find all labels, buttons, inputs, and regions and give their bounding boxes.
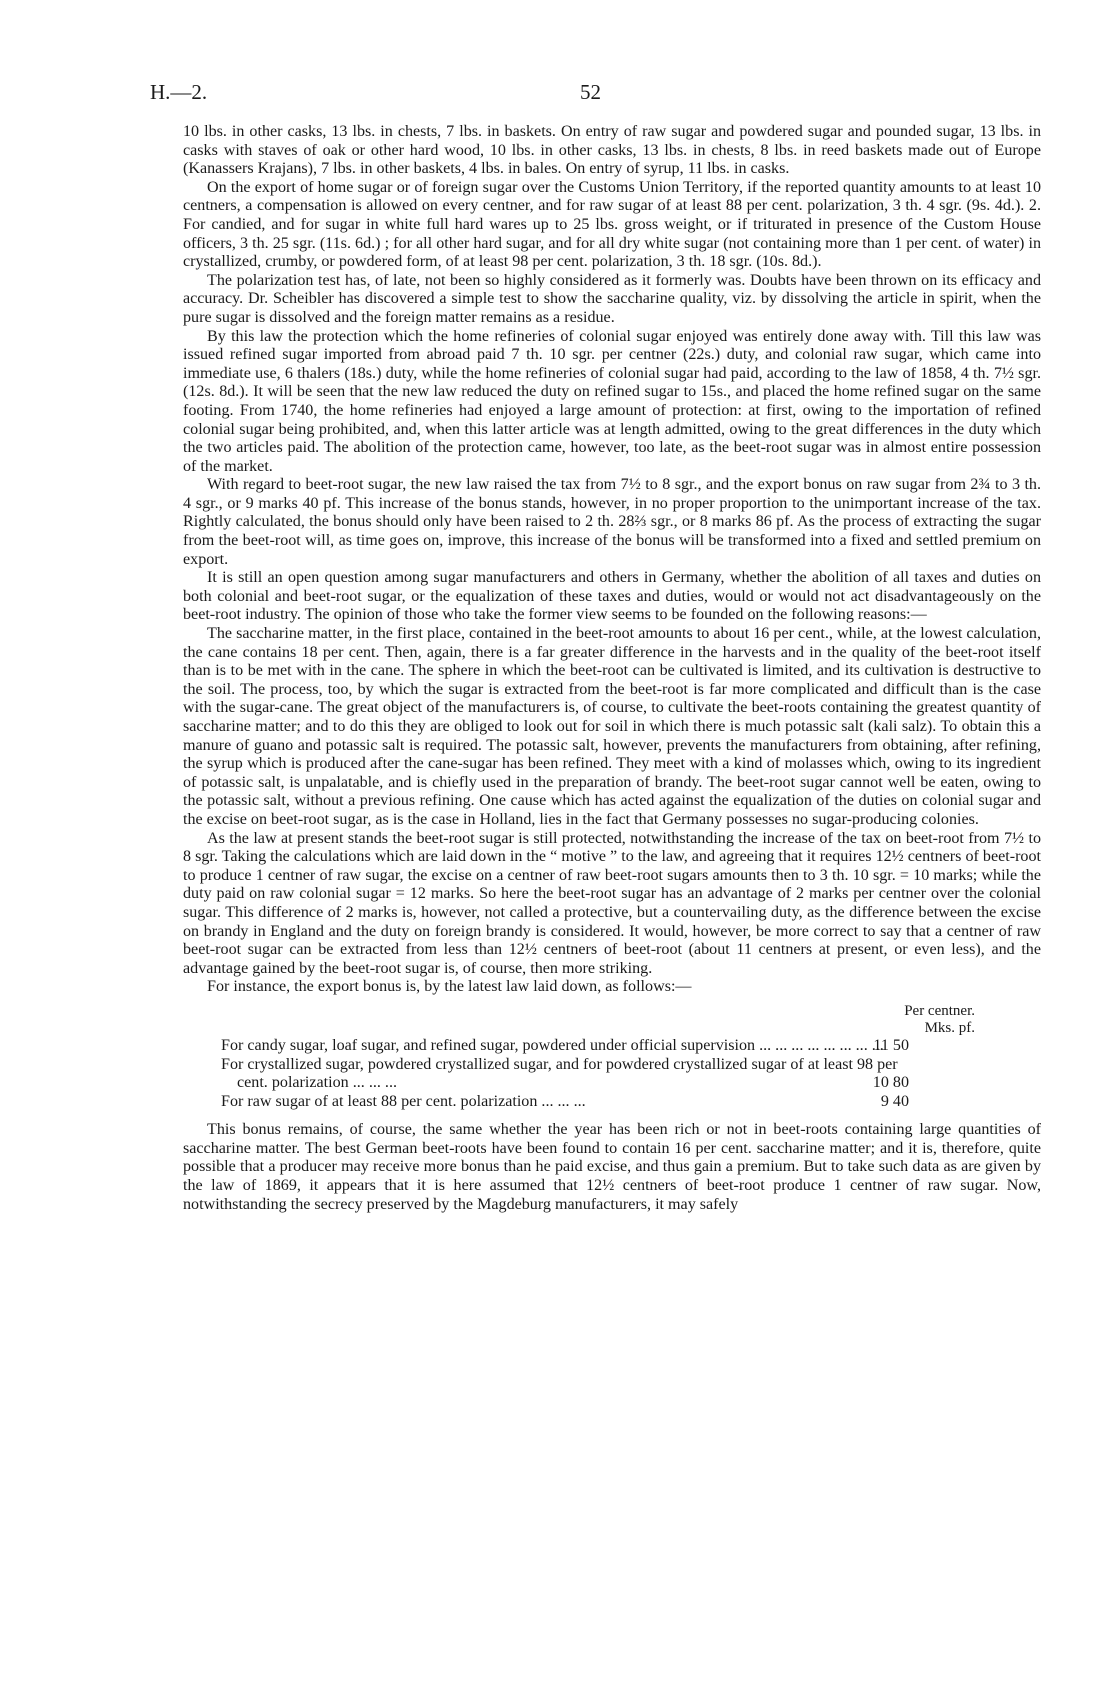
export-bonus-table [183, 1003, 1041, 1111]
paragraph-home-refineries: By this law the protection which the home refineries of colonial sugar enjoyed was entirely done away with. Till this law was issued refined sugar imported from abroad paid 7 th. 10 sgr. per centner (22s.) duty, and colonial raw sugar, which came into immediate use, 6 thalers (18s.) duty, while the home refineries of colonial sugar had paid, according to the law of 1858, 4 th. 7½ sgr. (12s. 8d.). It will be seen that the new law reduced the duty on refined sugar to 15s., and placed the home refined sugar on the same footing. From 1740, the home refineries had enjoyed a large amount of protection: at first, owing to the importation of refined colonial sugar being prohibited, and, when this latter article was at length admitted, owing to the great differences in the duty which the two articles paid. The abolition of the protection came, however, too late, as the beet-root sugar was in almost entire possession of the market. [183, 327, 1041, 475]
table-unit-heading: Per centner. [904, 1002, 975, 1019]
paragraph-beetroot-tax: With regard to beet-root sugar, the new law raised the tax from 7½ to 8 sgr., and the export bonus on raw sugar from 2¾ to 3 th. 4 sgr., or 9 marks 40 pf. This increase of the bonus stands, however, in no proper proportion to the unimportant increase of the tax. Rightly calculated, the bonus should only have been raised to 2 th. 28⅔ sgr., or 8 marks 86 pf. As the process of extracting the sugar from the beet-root will, as time goes on, improve, this increase of the bonus will be transformed into a fixed and settled premium on export. [183, 476, 1041, 568]
paragraph-closing: This bonus remains, of course, the same whether the year has been rich or not in beet-roots containing large quantities of saccharine matter. The best German beet-roots have been found to contain 16 per cent. saccharine matter; and it is, therefore, quite possible that a producer may receive more bonus than he paid excise, and thus gain a premium. But to take such data as are given by the law of 1869, it appears that it is here assumed that 12½ centners of beet-root produce 1 centner of raw sugar. Now, notwithstanding the secrecy preserved by the Magdeburg manufacturers, it may safely [183, 1121, 1041, 1213]
page-number: 52 [580, 80, 601, 104]
row-label: For raw sugar of at least 88 per cent. polarization ... ... ... [221, 1092, 586, 1110]
paragraph-continuation: 10 lbs. in other casks, 13 lbs. in chests, 7 lbs. in baskets. On entry of raw sugar and powdered sugar and pounded sugar, 13 lbs. in casks with staves of oak or other hard wood, 10 lbs. in other casks, 13 lbs. in chests, 8 lbs. in reed baskets made out of Europe (Kanassers Krajans), 7 lbs. in other baskets, 4 lbs. in bales. On entry of syrup, 11 lbs. in casks. [183, 123, 1041, 178]
row-amount: 9 40 [880, 1092, 909, 1110]
table-row [183, 1056, 1041, 1093]
paragraph-open-question: It is still an open question among sugar manufacturers and others in Germany, whether the abolition of all taxes and duties on both colonial and beet-root sugar, or the equalization of these taxes and duties, would or would not act disadvantageously on the beet-root industry. The opinion of those who take the former view seems to be founded on the following reasons:— [183, 569, 1041, 624]
page-header [150, 80, 1030, 106]
table-unit-subheading: Mks. pf. [924, 1019, 975, 1036]
table-row [183, 1037, 1041, 1056]
row-label: For crystallized sugar, powdered crystallized sugar, and for powdered crystallized sugar of at least 98 per cent. polarization ... ... ... [221, 1055, 898, 1092]
row-label: For candy sugar, loaf sugar, and refined sugar, powdered under official supervision ... ... ... ... ... ... ... ... [221, 1036, 884, 1054]
table-row [183, 1093, 1041, 1112]
page-body [183, 123, 1041, 1214]
row-amount: 10 80 [872, 1074, 909, 1092]
paragraph-law-present: As the law at present stands the beet-root sugar is still protected, notwithstanding the increase of the tax on beet-root from 7½ to 8 sgr. Taking the calculations which are laid down in the “ motive ” to the law, and agreeing that it requires 12½ centners of beet-root to produce 1 centner of raw sugar, the excise on a centner of raw beet-root sugars amounts then to 3 th. 10 sgr. = 10 marks; while the duty paid on raw colonial sugar = 12 marks. So here the beet-root sugar has an advantage of 2 marks per centner over the colonial sugar. This difference of 2 marks is, however, not called a protective, but a countervailing duty, as the difference between the excise on brandy in England and the duty on foreign brandy is considered. It would, however, be more correct to say that a centner of raw beet-root sugar can be extracted from less than 12½ centners of beet-root (about 11 centners at present, or even less), and the advantage gained by the beet-root sugar is, of course, then more striking. [183, 829, 1041, 977]
row-amount: 11 50 [873, 1036, 909, 1054]
paragraph-export-compensation: On the export of home sugar or of foreign sugar over the Customs Union Territory, if the reported quantity amounts to at least 10 centners, a compensation is allowed on every centner, and for raw sugar of at least 88 per cent. polarization, 3 th. 4 sgr. (9s. 4d.). 2. For candied, and for sugar in white full hard wares up to 25 lbs. gross weight, or if triturated in presence of the Custom House officers, 3 th. 25 sgr. (11s. 6d.) ; for all other hard sugar, and for all dry white sugar (not containing more than 1 per cent. of water) in crystallized, crumby, or powdered form, of at least 98 per cent. polarization, 3 th. 18 sgr. (10s. 8d.). [183, 178, 1041, 271]
document-code: H.—2. [150, 80, 208, 104]
paragraph-polarization-test: The polarization test has, of late, not been so highly considered as it formerly was. Doubts have been thrown on its efficacy and accuracy. Dr. Scheibler has discovered a simple test to show the saccharine quality, viz. by dissolving the article in spirit, when the pure sugar is dissolved and the foreign matter remains as a residue. [183, 271, 1041, 326]
paragraph-saccharine-matter: The saccharine matter, in the first place, contained in the beet-root amounts to about 16 per cent., while, at the lowest calculation, the cane contains 18 per cent. Then, again, there is a far greater difference in the harvests and in the quality of the beet-root itself than is to be met with in the cane. The sphere in which the beet-root can be cultivated is limited, and its cultivation is destructive to the soil. The process, too, by which the sugar is extracted from the beet-root is far more complicated and difficult than is the case with the sugar-cane. The great object of the manufacturers is, of course, to cultivate the beet-roots containing the greatest quantity of saccharine matter; and to do this they are obliged to look out for soil in which there is much potassic salt (kali salz). To obtain this a manure of guano and potassic salt is required. The potassic salt, however, prevents the manufacturers from obtaining, after refining, the syrup which is produced after the cane-sugar has been refined. They meet with a kind of molasses which, owing to its ingredient of potassic salt, is unpalatable, and is chiefly used in the preparation of brandy. The beet-root sugar cannot well be eaten, owing to the potassic salt, without a previous refining. One cause which has acted against the equalization of the duties on colonial sugar and the excise on beet-root sugar, as is the case in Holland, lies in the fact that Germany possesses no sugar-producing colonies. [183, 625, 1041, 828]
paragraph-export-bonus-intro: For instance, the export bonus is, by the latest law laid down, as follows:— [207, 978, 692, 996]
